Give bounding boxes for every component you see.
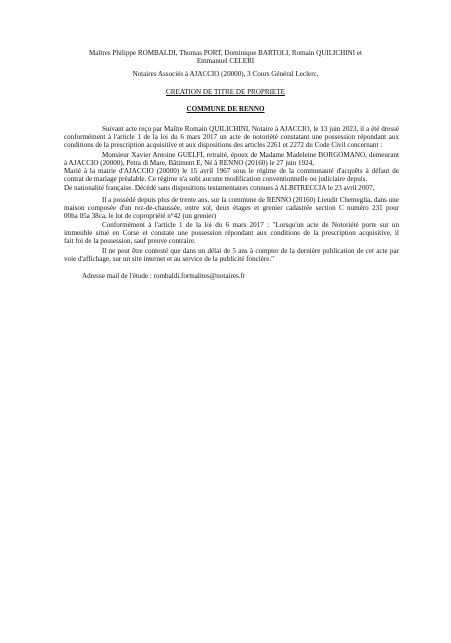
body-line: De nationalité française. Décédé sans dispositions testamentaires connues à ALBITRECCIA le 23 avril 2007, [64, 184, 375, 192]
notaries-names-line: Maîtres Philippe ROMBALDI, Thomas PORT, Dominique BARTOLI, Romain QUILICHINI et [88, 49, 363, 57]
office-email-line: Adresse mail de l'étude : rombaldi.formalites@notaires.fr [82, 272, 246, 280]
body-line: Il a possédé depuis plus de trente ans, sur la commune de RENNO (20160) Lieudit Chemeglia, dans une [102, 196, 399, 204]
body-line: voie d'affichage, sur un site internet et au service de la publicité foncière." [64, 255, 275, 263]
notaries-address-line: Notaires Associés à AJACCIO (20000), 3 Cours Général Leclerc, [132, 70, 319, 78]
body-line: conformément à l'article 1 de la loi du 6 mars 2017 un acte de notoriété constatant une possession répondant aux [64, 133, 399, 141]
body-line: conditions de la prescription acquisitive et aux dispositions des articles 2261 et 2272 du Code Civil concernant : [64, 141, 383, 149]
body-line: à AJACCIO (20000), Petra di Mare, Bâtiment E, Né à RENNO (20160) le 27 juin 1924, [64, 159, 315, 167]
body-line: Il ne peut être contesté que dans un délai de 5 ans à compter de la dernière publication de cet acte par [102, 247, 399, 255]
body-line: immeuble situé en Corse et constate une possession répondant aux conditions de la prescription acquisitive, il [64, 229, 399, 237]
body-line: Conformément à l'article 1 de la loi du 6 mars 2017 : "Lorsqu'un acte de Notoriété porte sur un [102, 221, 399, 229]
notaries-names-line-2: Emmanuel CELERI [196, 57, 255, 65]
commune-subtitle: COMMUNE DE RENNO [186, 105, 265, 113]
body-line: Suivant acte reçu par Maître Romain QUILICHINI, Notaire à AJACCIO, le 13 juin 2023, il a été dressé [102, 125, 399, 133]
body-line: 00ha 05a 38ca, le lot de copropriété n°42 (un grenier) [64, 212, 217, 220]
body-line: contrat de mariage préalable. Ce régime n'a subi aucune modification conventionnelle ou judiciaire depuis. [64, 175, 368, 183]
body-line: Marié à la mairie d'AJACCIO (20000) le 15 avril 1967 sous le régime de la communauté d'acquêts à défaut de [64, 167, 399, 175]
body-line: maison composée d'un rez-de-chaussée, entre sol, deux étages et grenier cadastrée section C numéro 231 pour [64, 204, 399, 212]
document-title: CREATION DE TITRE DE PROPRIETE [166, 88, 285, 96]
body-line: fait foi de la possession, sauf preuve contraire. [64, 237, 196, 245]
body-line: Monsieur Xavier Antoine GUELFI, retraité, époux de Madame Madeleine BORGOMANO, demeurant [102, 151, 399, 159]
